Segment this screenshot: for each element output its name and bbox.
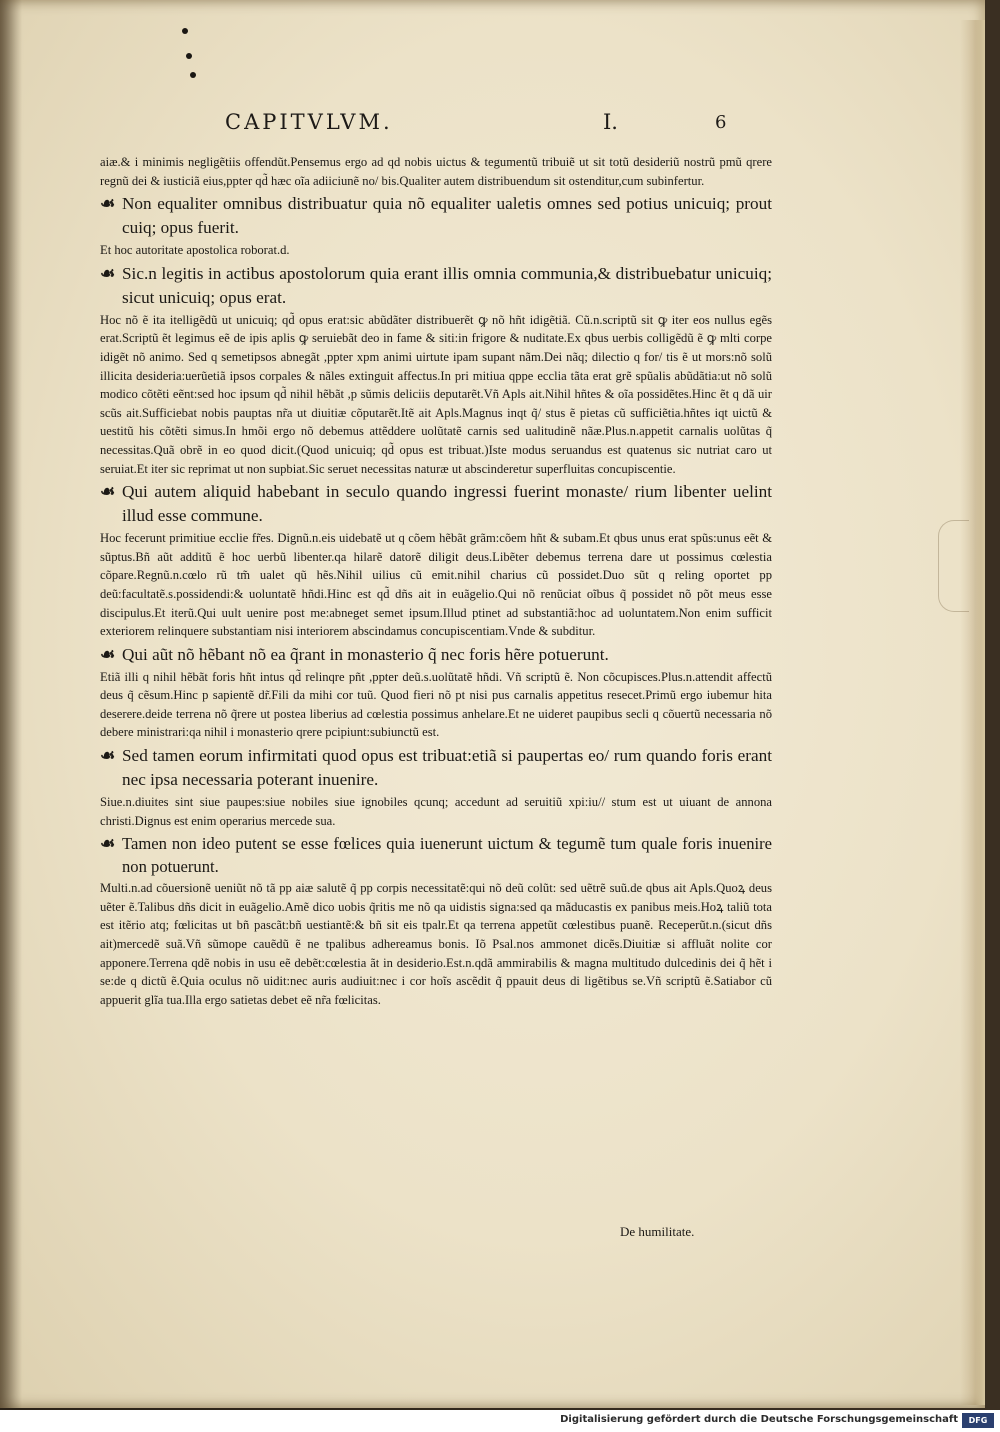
rule-text: Sed tamen eorum infirmitati quod opus est tribuat:etiã si paupertas eo/ rum quando foris erant nec ipsa necessaria poterant inuenire. — [122, 746, 772, 790]
main-text-column — [100, 153, 772, 1009]
commentary-paragraph: Etiã illi q nihil hẽbãt foris hñt intus qd̃ relinqre pñt ,ppter deũ.s.uolũtatẽ hñdi. Vñ scriptũ ẽ. Non cõcupisces.Plus.n.attendit affectũ deus q̃ cẽsum.Hinc p sapientẽ dr̃.Fili da mihi cor tuũ. Quod fieri nõ pt nisi pus carnalis appetitus resecet.Primũ ergo iubemur hita deserere.deide terrena nõ q̃rere ut postea liberius ad cœlestia possimus anhelare.Et ne uideret paupibus secli q cõuertũ necessaria nõ debere ministrari:qa nihil i monasterio qrere pcipiunt:subiunctũ est. — [100, 669, 772, 740]
funding-note: Digitalisierung gefördert durch die Deutsche Forschungsgemeinschaft — [560, 1414, 958, 1425]
dfg-logo: DFG — [962, 1413, 994, 1428]
commentary-paragraph: Hoc fecerunt primitiue ecclie fr̃es. Dignũ.n.eis uidebatẽ ut q cõem hẽbãt grãm:cõem hñt & subam.Et qbus unus erat spũs:unus eẽt & sũptus.Bñ aũt additũ ẽ hoc uerbũ libenter.qa hilarẽ datorẽ diligit deus.Libẽter debemus terrena dare ut possimus cœlestia cõpare.Regnũ.n.cœlo rũ tm̃ ualet qũ hẽs.Nihil uilius cũ emit.nihil charius cũ possidet.Duo sũt q reling oportet pp deũ:facultatẽ.s.possidendi:& uoluntatẽ hñdi.Hinc est qd̃ dñs ait in euãgelio.Qui nõ renũciat oĩbus q̃ possidet nõ põt meus esse discipulus.Et iterũ.Qui uult uenire post me:abneget semet ipsum.Illud ptinet ad substantiã:hoc ad uoluntatem.Non enim sufficit exteriorem relinquere substantiam nisi interiorem abscindamus concupiscentiam.Vnde & subditur. — [100, 531, 772, 639]
catchword: De humilitate. — [620, 1224, 695, 1239]
digitization-footer — [0, 1410, 1000, 1432]
rule-passage — [100, 832, 772, 878]
page-edge — [960, 20, 985, 1405]
rule-passage — [100, 643, 772, 667]
rule-text: Qui autem aliquid habebant in seculo quando ingressi fuerint monaste/ rium libenter uelint illud esse commune. — [122, 482, 772, 526]
paragraph-mark-icon: ☙ — [100, 644, 116, 664]
chapter-number: I. — [603, 110, 618, 134]
paper-tab-edge — [938, 520, 969, 612]
running-header — [225, 110, 745, 140]
paragraph-mark-icon: ☙ — [100, 746, 116, 766]
rule-text: Tamen non ideo putent se esse fœlices quia iuenerunt uictum & tegumẽ tum quale foris inuenire non potuerunt. — [122, 834, 772, 877]
paragraph-mark-icon: ☙ — [100, 194, 116, 214]
folio-number: 6 — [715, 112, 727, 133]
commentary-paragraph: aiæ.& i minimis negligẽtiis offendũt.Pensemus ergo ad qd nobis uictus & tegumentũ tribuiẽ ut sit totũ desideriũ nostrũ pmũ qrere regnũ dei & iusticiã eius,ppter qd̃ hæc oĩa adiiciunẽ no/ bis.Qualiter autem distribuendum sit ostenditur,cum subinfertur. — [100, 155, 772, 188]
pinhole-mark — [190, 72, 196, 78]
rule-text: Qui aũt nõ hẽbant nõ ea q̃rant in monasterio q̃ nec foris hẽre potuerunt. — [122, 644, 609, 664]
commentary-paragraph: Multi.n.ad cõuersionẽ ueniũt nõ tã pp aiæ salutẽ q̃ pp corpis necessitatẽ:qui nõ deũ colũt: sed uẽtrẽ suũ.de qbus ait Apls.Quoꝝ deus uẽter ẽ.Talibus dñs dicit in euãgelio.Amẽ dico uobis q̃ritis me nõ qa uidistis signa:sed qa mãducastis ex panibus meis.Hoꝝ taliũ tota est itẽrio atq; fœlicitas ut bñ pascãt:bñ uestiantẽ:& bñ sit eis tpalr.Et qa terrena appetũt cœlestibus puanẽ. Receperũt.n.(sicut dñs ait)mercedẽ suã.Vñ sũmope cauẽdũ ẽ ne tpalibus adhereamus bonis. Iõ Psal.nos ammonet dicẽs.Diuitiæ si affluãt nolite cor apponere.Terrena qdẽ nobis in usu eẽ debẽt:cœlestia ãt in desiderio.Est.n.qdã ammirabilis & magna multitudo dulcedinis dei q̃ hẽt i se:de q dictũ ẽ.Quia oculus nõ uidit:nec auris audiuit:nec i cor hoĩs ascẽdit q̃ ppauit deus di ligẽtibus se.Vñ scriptũ ẽ.Satiabor cũ appuerit glĩa tua.Illa ergo satietas debet eẽ nr̃a fœlicitas. — [100, 881, 772, 1007]
rule-passage — [100, 480, 772, 528]
rule-passage — [100, 262, 772, 310]
rule-text: Sic.n legitis in actibus apostolorum quia erant illis omnia communia,& distribuebatur unicuiq; sicut unicuiq; opus erat. — [122, 263, 772, 307]
commentary-paragraph: Et hoc autoritate apostolica roborat.d. — [100, 243, 290, 258]
paragraph-mark-icon: ☙ — [100, 834, 116, 854]
commentary-paragraph: Hoc nõ ẽ ita itelligẽdũ ut unicuiq; qd̃ opus erat:sic abũdãter distribuerẽt ꝙ nõ hñt idigẽtiã. Cũ.n.scriptũ sit ꝙ iter eos nullus egẽs erat.Scriptũ ẽt legimus eẽ de ipis aplis ꝙ seruiebãt deo in fame & siti:in frigore & nuditate.Ex qbus uerbis colligẽdũ ẽ ꝙ mlti corpe idigẽt nõ animo. Sed q semetipsos abnegãt ,ppter xpm animi uirtute ipam supant nãm.Dei nãq; dilectio q for/ tis ẽ ut mors:nõ solũ illicita desideria:uerũetiã ipsos corpales & nãles extinguit affectus.In pri mitiua qppe ecclia tãta erat grẽ spũalis abũdãtia:ut nõ solũ modico cõtẽti eẽnt:sed hoc ipsum qd̃ nihil hẽbãt ,p sũmis deliciis deputarẽt.Vñ Apls ait.Nihil hñtes & oĩa possidẽtes.Hinc ẽt q dã uir scũs ait.Sufficiebat nobis pauptas nr̃a ut diuitiæ cõputarẽt.Itẽ ait Apls.Magnus inqt q̃/ stus ẽ pietas cũ sufficiẽtia.hñtes iqt uictũ & uestitũ his cõtẽti simus.In hmõi ergo nõ debemus attẽddere uolũtatẽ carnis sed ualitudinẽ nãæ.Plus.n.appetit carnalis uolũtas q̃ necessitas.Quã obrẽ in eo quod dicit.(Quod unicuiq; qd̃ opus est tribuat.)Iste modus seruandus est quatenus sic nutriat caro ut seruiat.Et iter sic reprimat ut non supbiat.Sic seruet necessitas naturæ ut abscinderetur superfluitas concupiscentie. — [100, 312, 772, 476]
pinhole-mark — [182, 28, 188, 34]
commentary-paragraph: Siue.n.diuites sint siue paupes:siue nobiles siue ignobiles qcunq; accedunt ad seruitiũ xpi:iu// stum est ut uiuant de annona christi.Dignus est enim operarius mercede sua. — [100, 795, 772, 828]
paragraph-mark-icon: ☙ — [100, 482, 116, 502]
rule-passage — [100, 192, 772, 240]
rule-text: Non equaliter omnibus distribuatur quia nõ equaliter ualetis omnes sed potius unicuiq; prout cuiq; opus fuerit. — [122, 194, 772, 238]
gutter-shadow — [0, 0, 22, 1408]
running-title: CAPITVLVM. — [225, 110, 393, 134]
pinhole-mark — [186, 53, 192, 59]
rule-passage — [100, 744, 772, 792]
paragraph-mark-icon: ☙ — [100, 263, 116, 283]
